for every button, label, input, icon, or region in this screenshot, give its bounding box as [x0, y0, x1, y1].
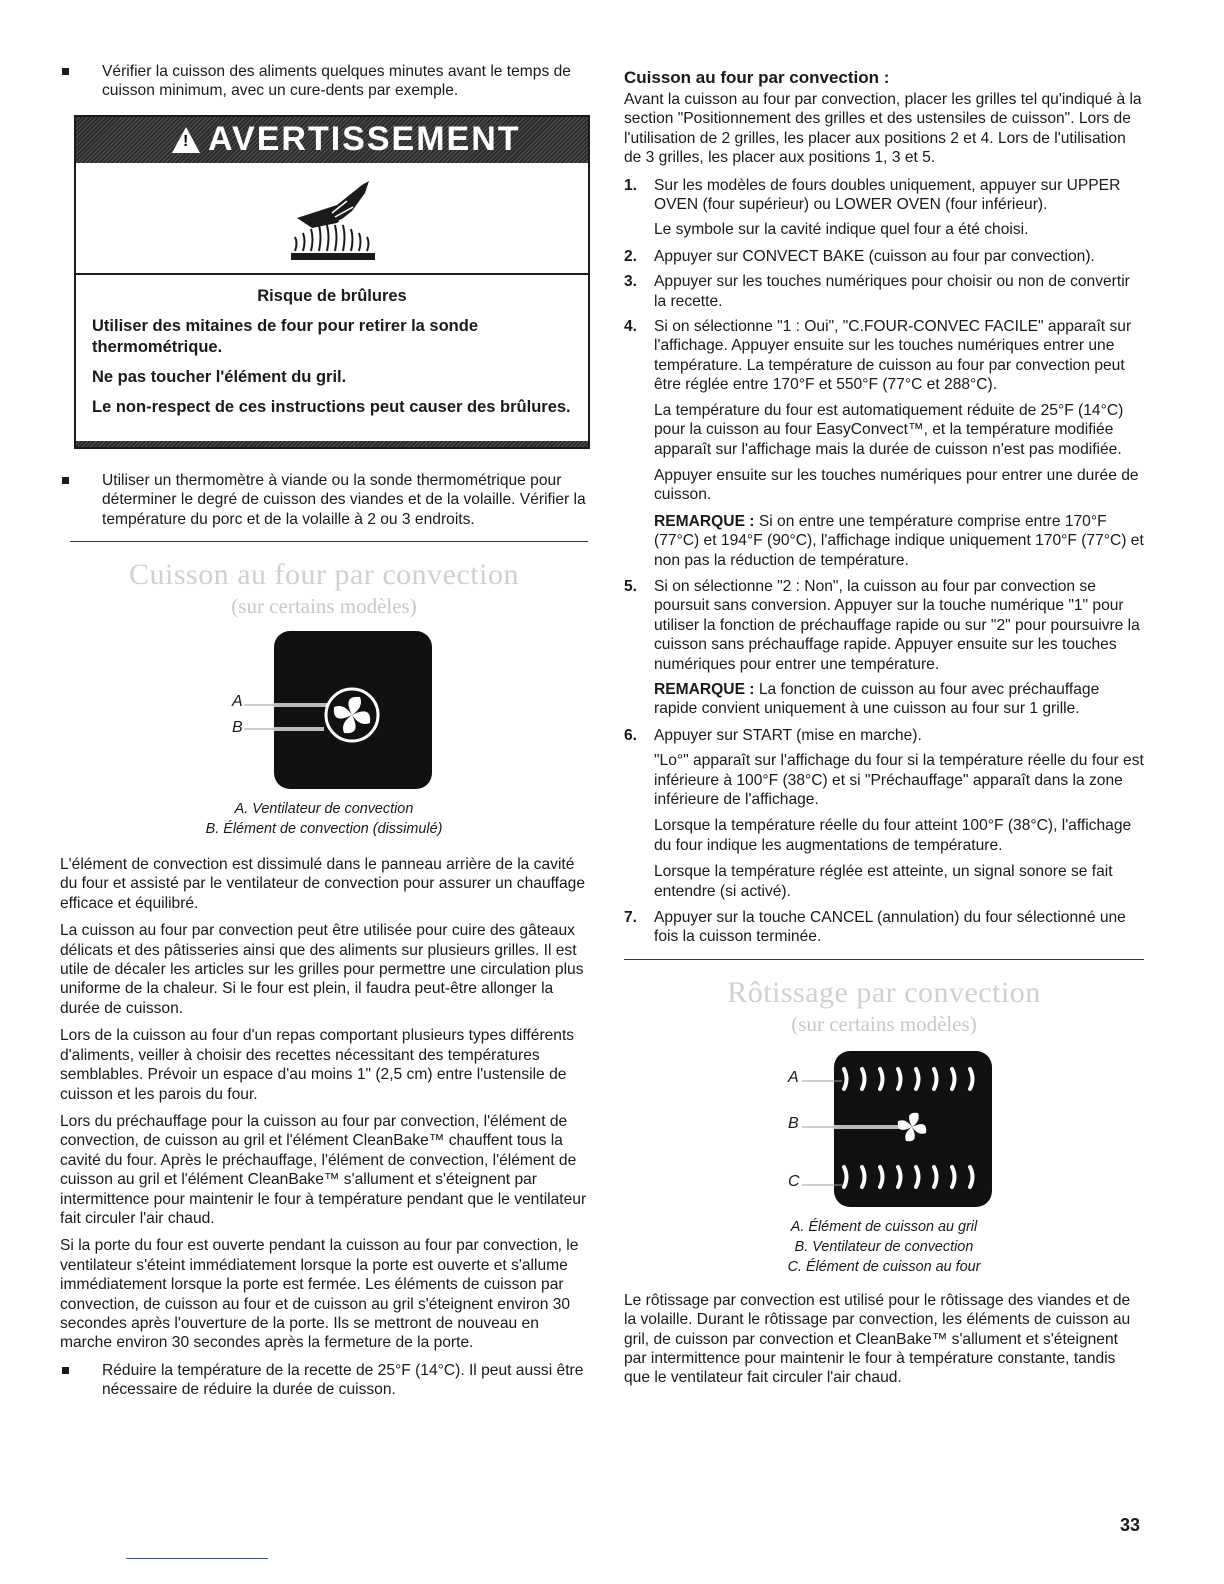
step-subtext: Appuyer ensuite sur les touches numériques pour entrer une durée de cuisson.	[654, 466, 1139, 504]
step-1	[624, 176, 1144, 215]
convection-bake-figure	[214, 631, 434, 791]
note-text: La fonction de cuisson au four avec préchauffage rapide convient uniquement à une cuisson au four sur 1 grille.	[654, 680, 1100, 718]
warning-triangle-icon: !	[172, 127, 200, 153]
step-number: 3.	[624, 273, 638, 291]
warning-box	[74, 115, 590, 449]
section-subtitle: (sur certains modèles)	[231, 594, 417, 619]
step-subtext: Lorsque la température réglée est atteinte, un signal sonore se fait entendre (si activé).	[654, 863, 1113, 900]
warning-line: Ne pas toucher l'élément du gril.	[92, 367, 347, 386]
warning-footer-band	[76, 441, 588, 447]
bullet-text: Réduire la température de la recette de 25°F (14°C). Il peut aussi être nécessaire de réduire la durée de cuisson.	[102, 1361, 584, 1399]
step-text: Sur les modèles de fours doubles uniquement, appuyer sur UPPER OVEN (four supérieur) ou LOWER OVEN (four inférieur).	[654, 176, 1121, 214]
step-4	[624, 317, 1144, 395]
figure-label-c: C	[788, 1172, 800, 1190]
note-label: REMARQUE :	[654, 512, 755, 530]
step-text: Appuyer sur les touches numériques pour choisir ou non de convertir la recette.	[654, 273, 1130, 310]
paragraph: L'élément de convection est dissimulé dans le panneau arrière de la cavité du four et assisté par le ventilateur de convection pour assurer un chauffage efficace et équilibré.	[60, 856, 586, 912]
paragraph: La cuisson au four par convection peut être utilisée pour cuire des gâteaux délicats et des pâtisseries ainsi que des aliments sur plusieurs grilles. Il est utile de décaler les articles sur les grilles pour permettre une circulation plus uniforme de la chaleur. Si le four est plein, il faudra peut-être allonger la durée de cuisson.	[60, 922, 584, 1017]
step-text: Si on sélectionne "1 : Oui", "C.FOUR-CONVEC FACILE" apparaît sur l'affichage. Appuyer ensuite sur les touches numériques entrer une température. La température de cuisson au four par convection peut être réglée entre 170°F et 550°F (77°C et 288°C).	[654, 318, 1132, 394]
warning-line: Utiliser des mitaines de four pour retirer la sonde thermométrique.	[92, 316, 479, 356]
step-7	[624, 908, 1144, 947]
paragraph: Lors de la cuisson au four d'un repas comportant plusieurs types différents d'aliments, veiller à choisir des recettes nécessitant des températures semblables. Prévoir un espace d'au moins 1" (2,5 cm) entre l'ustensile de cuisson et les parois du four.	[60, 1027, 575, 1103]
bullet-text: Vérifier la cuisson des aliments quelques minutes avant le temps de cuisson minimum, avec un cure-dents par exemple.	[102, 63, 571, 100]
section-title: Rôtissage par convection	[727, 975, 1041, 1009]
step-number: 1.	[624, 176, 638, 194]
figure-label-a: A	[232, 693, 243, 711]
figure-label-b: B	[232, 719, 243, 737]
step-subtext: "Lo°" apparaît sur l'affichage du four si la température réelle du four est inférieure à 100°F (38°C) et si "Préchauffage" apparaît dans la zone inférieure de l'affichage.	[654, 752, 1144, 808]
step-subtext: Le symbole sur la cavité indique quel four a été choisi.	[654, 221, 1029, 239]
paragraph: Si la porte du four est ouverte pendant la cuisson au four par convection, le ventilateur s'éteint immédiatement lorsque la porte est ouverte et s'allume immédiatement lorsque la porte est fermée. Les éléments de cuisson par convection, de cuisson au four et de cuisson au gril s'éteignent environ 30 secondes après l'ouverture de la porte. Ils se mettront de nouveau en marche environ 30 secondes après la fermeture de la porte.	[60, 1237, 579, 1352]
step-number: 4.	[624, 318, 638, 336]
caption-a: A. Ventilateur de convection	[234, 801, 414, 818]
bullet-text: Utiliser un thermomètre à viande ou la sonde thermométrique pour déterminer le degré de cuisson des viandes et de la volaille. Vérifier la température du porc et de la volaille à 2 ou 3 endroits.	[102, 471, 586, 528]
step-number: 7.	[624, 909, 638, 927]
note-text: Si on entre une température comprise entre 170°F (77°C) et 194°F (90°C), l'affichage indique uniquement 170°F (77°C) et non pas la réduction de température.	[654, 512, 1144, 569]
caption-b: B. Ventilateur de convection	[794, 1238, 974, 1255]
burn-hazard-icon	[76, 163, 588, 275]
figure-caption	[60, 799, 588, 839]
convection-roast-figure	[774, 1049, 994, 1209]
page-number: 33	[1120, 1515, 1141, 1535]
step-number: 5.	[624, 577, 638, 595]
section-heading: Cuisson au four par convection :	[624, 68, 890, 87]
note-label: REMARQUE :	[654, 680, 755, 698]
step-3	[624, 272, 1144, 311]
bullet-marker	[62, 1367, 69, 1374]
bullet-reduce-temp	[60, 1361, 588, 1400]
section-subtitle: (sur certains modèles)	[791, 1011, 977, 1036]
bullet-marker	[62, 68, 69, 75]
step-subtext: La température du four est automatiquement réduite de 25°F (14°C) pour la cuisson au four EasyConvect™, et la température modifiée apparaît sur l'affichage mais la durée de cuisson n'est pas modifiée.	[654, 401, 1124, 458]
figure-caption	[624, 1217, 1144, 1277]
figure-label-a: A	[788, 1068, 799, 1086]
bullet-marker	[62, 477, 69, 484]
step-note	[624, 680, 1144, 719]
step-2	[624, 247, 1144, 266]
warning-line: Le non-respect de ces instructions peut causer des brûlures.	[92, 397, 571, 416]
section-title: Cuisson au four par convection	[129, 558, 519, 592]
step-6	[624, 726, 1144, 745]
warning-title: AVERTISSEMENT	[208, 120, 521, 159]
footer-rule	[126, 1558, 268, 1559]
warning-header	[76, 117, 588, 163]
paragraph: Lors du préchauffage pour la cuisson au four par convection, l'élément de convection, de cuisson au gril et l'élément CleanBake™ chauffent tous la cavité du four. Après le préchauffage, l'élément de convection, l'élément de cuisson au gril et l'élément CleanBake™ s'allument et s'éteignent par intermittence pour maintenir le four à température pendant que le ventilateur fait circuler l'air chaud.	[60, 1112, 587, 1227]
step-number: 6.	[624, 726, 638, 744]
step-text: Si on sélectionne "2 : Non", la cuisson au four par convection se poursuit sans conversion. Appuyer sur la touche numérique "1" pour utiliser la fonction de préchauffage rapide ou sur "2" pour poursuivre la cuisson sans préchauffage rapide. Appuyer ensuite sur les touches numériques pour entrer une température.	[654, 577, 1140, 673]
paragraph: Le rôtissage par convection est utilisé pour le rôtissage des viandes et de la volaille. Durant le rôtissage par convection, les éléments de cuisson au gril, de cuisson par convection et CleanBake™ s'allument et s'éteignent par intermittence pour maintenir le four à température constante, tandis que le ventilateur fait circuler l'air chaud.	[624, 1291, 1131, 1387]
step-text: Appuyer sur CONVECT BAKE (cuisson au four par convection).	[654, 247, 1095, 265]
step-text: Appuyer sur la touche CANCEL (annulation) du four sélectionné une fois la cuisson terminée.	[654, 909, 1126, 946]
step-subtext: Lorsque la température réelle du four atteint 100°F (38°C), l'affichage du four indique les augmentations de température.	[654, 817, 1132, 854]
right-column	[624, 68, 1144, 1396]
caption-a: A. Élément de cuisson au gril	[790, 1218, 978, 1235]
left-column	[60, 62, 588, 1410]
step-number: 2.	[624, 247, 638, 265]
caption-c: C. Élément de cuisson au four	[787, 1258, 981, 1275]
bullet-thermometer	[60, 471, 588, 529]
bullet-check-cooking	[60, 62, 588, 101]
caption-b: B. Élément de convection (dissimulé)	[205, 821, 443, 838]
step-text: Appuyer sur START (mise en marche).	[654, 726, 922, 744]
section-divider	[70, 541, 588, 542]
intro-paragraph: Avant la cuisson au four par convection, placer les grilles tel qu'indiqué à la section "Positionnement des grilles et des ustensiles de cuisson". Lors de l'utilisation de 2 grilles, les placer aux positions 2 et 4. Lors de l'utilisation de 3 grilles, les placer aux positions 1, 3 et 5.	[624, 91, 1142, 167]
step-note	[624, 512, 1144, 570]
section-divider	[624, 959, 1144, 960]
figure-label-b: B	[788, 1114, 799, 1132]
warning-risk: Risque de brûlures	[257, 286, 407, 305]
warning-body	[76, 275, 588, 441]
step-5	[624, 577, 1144, 674]
